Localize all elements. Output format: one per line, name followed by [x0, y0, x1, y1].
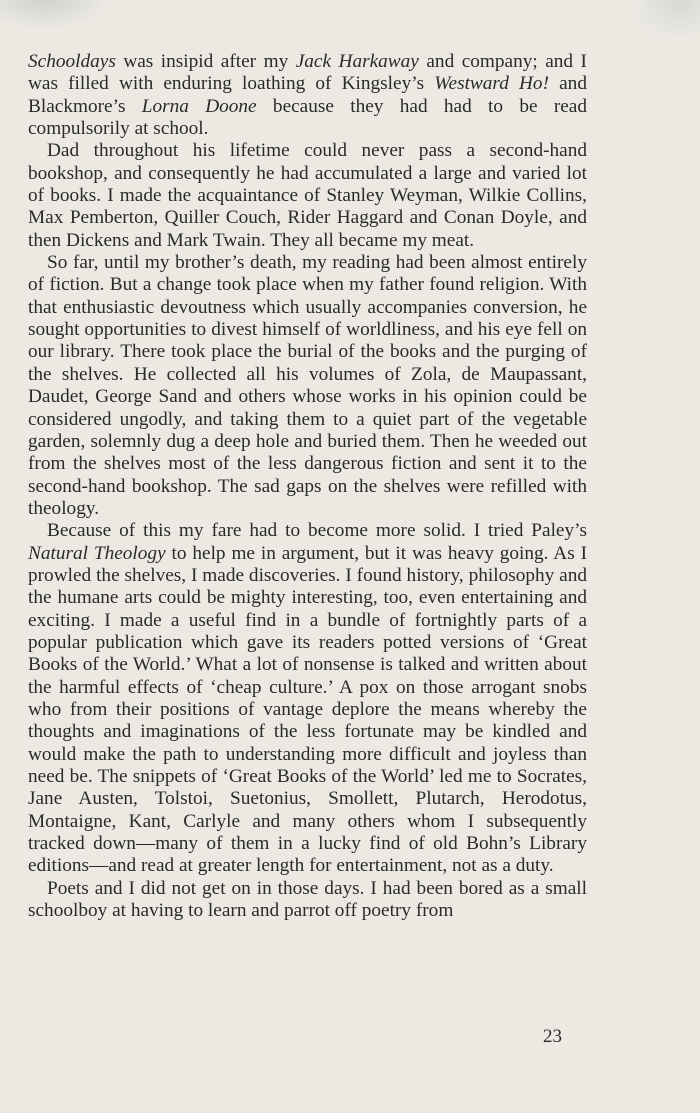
text-run: and Blackmore’s: [28, 73, 587, 117]
italic-title: Lorna Doone: [141, 95, 257, 117]
text-run: and company; and I was filled with enduring loathing of Kingsley’s: [28, 51, 587, 95]
paragraph: [28, 520, 587, 878]
paragraph: [28, 878, 587, 923]
page-stain: [0, 0, 110, 30]
italic-title: Westward Ho!: [434, 73, 549, 95]
italic-title: Schooldays: [28, 51, 116, 72]
page-stain: [630, 0, 700, 40]
italic-title: Natural Theology: [28, 542, 166, 564]
text-run: to help me in argument, but it was heavy going. As I prowled the shelves, I made discoveries. I found history, philosophy and the humane arts could be mighty interesting, too, even entertaining and exciting. I made a useful find in a bundle of fortnightly parts of a popular publication which gave its readers potted versions of ‘Great Books of the World.’ What a lot of nonsense is talked and written about the harmful effects of ‘cheap culture.’ A pox on those arrogant snobs who from their positions of vantage deplore the means whereby the thoughts and imaginations of the less fortunate may be kindled and would make the path to understanding more difficult and joyless than need be. The snippets of ‘Great Books of the World’ led me to Socrates, Jane Austen, Tolstoi, Suetonius, Smollett, Plutarch, Herodotus, Montaigne, Kant, Carlyle and many others whom I subsequently tracked down—many of them in a lucky find of old Bohn’s Library editions—and read at greater length for entertainment, not as a duty.: [28, 542, 587, 877]
text-run: Poets and I did not get on in those days. I had been bored as a small schoolboy at having to learn and parrot off poetry from: [28, 877, 587, 922]
paragraph: [28, 252, 587, 520]
text-run: So far, until my brother’s death, my reading had been almost entirely of fiction. But a change took place when my father found religion. With that enthusiastic devoutness which usually accompanies conversion, he sought opportunities to divest himself of worldliness, and his eye fell on our library. There took place the burial of the books and the purging of the shelves. He collected all his volumes of Zola, de Maupassant, Daudet, George Sand and others whose works in his opinion could be considered ungodly, and taking them to a quiet part of the vegetable garden, solemnly dug a deep hole and buried them. Then he weeded out from the shelves most of the less dangerous fiction and sent it to the second-hand bookshop. The sad gaps on the shelves were refilled with theology.: [28, 252, 587, 519]
paragraph: [28, 51, 587, 140]
page-number: 23: [543, 1026, 562, 1047]
body-text: [28, 51, 587, 922]
paragraph: [28, 140, 587, 252]
text-run: was insipid after my: [115, 51, 296, 72]
text-run: because they had had to be read compulsorily at school.: [28, 95, 587, 140]
text-run: Because of this my fare had to become more solid. I tried Paley’s: [47, 520, 587, 542]
italic-title: Jack Harkaway: [295, 51, 419, 72]
text-run: Dad throughout his lifetime could never pass a second-hand bookshop, and consequently he had accumulated a large and varied lot of books. I made the acquaintance of Stanley Weyman, Wilkie Collins, Max Pemberton, Quiller Couch, Rider Haggard and Conan Doyle, and then Dickens and Mark Twain. They all became my meat.: [28, 140, 587, 251]
